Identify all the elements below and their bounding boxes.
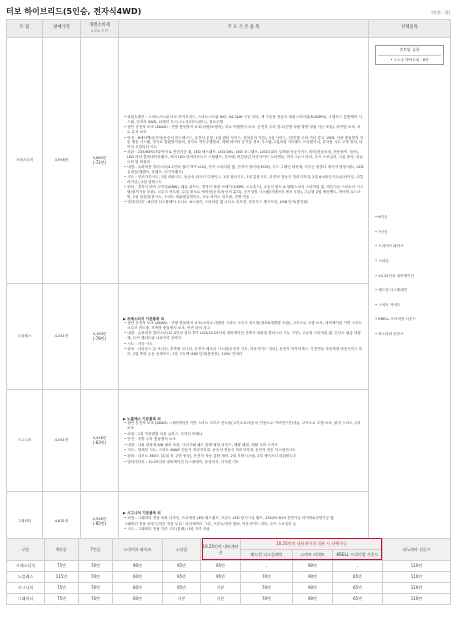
option-col-header: 파노라마 선루프: [383, 539, 451, 561]
feature-item: 그래비티 전용 외장 디자인 적용 부위 : 라디에이터 그릴, 프론트/리어 범퍼, 아웃사이드 미러, 루프 스포일러 등: [124, 521, 297, 526]
discount-diff: (-83만): [92, 439, 107, 445]
discount-diff: (-72만): [92, 159, 107, 165]
feature-item: • 내장 : 나피 내장재 A/B 필러 포함, 크러시패 패드 블랙 퀼팅 라인드, 메탈 페달, 메탈 도어 스커프: [124, 442, 278, 447]
common-option-value: • 스노우 바이트링 : 8만: [390, 57, 429, 62]
feature-item: • 편의 : 서라운드 뷰 모니터, 후측방 모니터, 운전석 메모리 시스템(운전석 시트, 아웃사이드 미러), 운전석 이지억세스, 후진연동 자동하향 아웃사이드 미러, 2열 측면 수동 선셰이드, 1열 시트백 USB 단자(충전용), 220V 인버터: [124, 347, 363, 356]
option-row: [7, 583, 451, 594]
discount-value: 4,546만: [92, 516, 107, 521]
option-price-cell: 95만: [201, 572, 241, 583]
discount-diff: (-78만): [92, 335, 107, 341]
feature-item: ▶ 프레스티지 기본품목 외: [123, 316, 165, 321]
trim-price: 3,956만: [43, 38, 81, 284]
option-price-cell: 70만: [241, 583, 293, 594]
option-col-header: 10.25인치 내비게이션: [201, 539, 241, 561]
option-price-cell: 90만: [113, 561, 163, 572]
option-item: • 스타일: [375, 258, 389, 263]
feature-item: • 외장 : 1열 이중접합 차음 글라스, 사각인 안테나: [124, 431, 203, 436]
option-price-cell: 75만: [45, 594, 79, 605]
feature-item: • 안전 : 후방 주차 충돌방지 보조: [124, 437, 176, 442]
discount-diff: (-85만): [92, 520, 107, 526]
option-item: • 스마트 커넥트: [375, 302, 401, 307]
feature-item: • 안전 : 6에어백(운전석/동승석 어드밴스드, 운전석 무릎, 1열 센터 사이드, 전복감지 커튼), 1열 사이드, 전/후방 주차 거리 경고, VSM, 다중 충돌방지 자동 제동 시스템, 경사로 밀림방지장치, 경사로 저속주행장치, 개폐 타이어 공기압 경보 시스템, 1열/2열 시트벨트 프리텐셔너, 유아용 시트 고정 장치, 타이어 모빌리티 키트: [124, 135, 364, 149]
option-price-cell: 70만: [79, 572, 113, 583]
option-price-cell: 110만: [383, 583, 451, 594]
discount-value: 3,884만: [92, 155, 107, 160]
option-price-cell: 110만: [383, 572, 451, 583]
option-col-header: 드라이브 와이즈: [113, 539, 163, 561]
option-list: [373, 215, 446, 336]
feature-item: • 멀티미디어 : 8인치 디스플레이 오디오, 6스피커, 스티어링 휠 오디오 리모컨, 블루투스 핸즈프리, USB 단자(충전용): [124, 200, 309, 205]
option-price-cell: 기본: [201, 583, 241, 594]
option-price-cell: 90만: [293, 572, 333, 583]
trim-name: 시그니처: [7, 390, 43, 492]
option-price-cell: -: [241, 561, 293, 572]
option-col-header: 6인승: [45, 539, 79, 561]
disc-header: [81, 20, 119, 38]
option-price-cell: 60만: [113, 583, 163, 594]
trim-discount-price: [81, 38, 119, 284]
feature-item: • 내장 : 슈퍼비전 클러스터(4.2인치 컬러 TFT LCD), 가죽 스티어링 휠, 전자식 룸미러(ECM), 우드 그레인 내장재, 다기능 컵홀더 세가지 방향 매트, LED 실내등(맵램프, 룸램프, 러기지램프): [124, 165, 364, 174]
feature-item: • 시트 : 릴렉션 시트, 스마트 4WAY 전동식 허리지지대, 동승석 전동식 허리지지대, 운전석 전동 익스텐션시트: [124, 448, 296, 453]
option-price-cell: 70만: [79, 561, 113, 572]
option-row-trim: 시그니처: [7, 583, 45, 594]
option-item: • 6인승: [375, 215, 388, 220]
option-price-cell: 90만: [293, 561, 333, 572]
feature-item: • 편의 : 전자식 변속 다이얼(SBW), 패들 쉬프트, 전자식 파킹 브레이크(EPB, 오토홀드), 수동식 틸트 & 텔레스코픽 스티어링 휠, 버튼시동 스마트키 시스템(원격시동 포함), 크루즈 컨트롤, 듀얼 풀오토 에어컨(공조/동승석 분리), 공기청정 시스템(미세먼지 센서 포함), 고급형 2열 에어벤트, 바이비 무드조명, 1열 열선/통풍시트, 스마트 파워테일게이트, 오토 라이트 컨트롤, 전방 자동 ...: [124, 185, 364, 199]
options-header: 선택품목: [369, 20, 451, 38]
option-price-cell: 65만: [333, 572, 383, 583]
feature-item: • 첨단 운전자 보조 (ADAS) : 전방 충돌방지 보조(차량/보행자), 차로 이탈방지 보조, 운전자 주의 경고(전방 차량 출발 알림 기능 포함), 하이빔 보조, 차로 유지 보조: [124, 125, 361, 134]
option-price-cell: 110만: [383, 561, 451, 572]
option-row-trim: 그래비티: [7, 594, 45, 605]
price-table: [6, 19, 451, 552]
feature-item: • 파워트레인 : 스마트스트림 터보 하이브리드, 스마트스트림 6AT, 44.2kW 구동 모터, 책 구동용 전동식 파워스티어링(R-MDPS), 주행모드 통합제어 시스템, 전자식 4WD, 터레인 모드(스노우/머드/샌드), 험로주행: [124, 115, 362, 124]
option-price-cell: 70만: [79, 594, 113, 605]
trim-features: [119, 38, 369, 284]
option-price-cell: 95만: [163, 561, 201, 572]
option-sub-header: 헤드업 디스플레이: [241, 550, 293, 561]
feature-item: • 외장 : 그래비티 전용 외장 디자인, 프로젝션 LED 헤드램프, 프론트 LED 턴시그널 램프, 235/55 R19 전면가공 타이어&전면가공 휠: [124, 515, 334, 520]
option-row-trim: 프레스티지: [7, 561, 45, 572]
feature-item: • 시트 : 인조가죽시트, 1열 파워시트, 동승석 워크인 디바이스, 1열 열선시트, 1열 통풍시트, 운전석 전동식 허리지지대, 2열 6:4폴딩시트(슬라이딩, 리클라이닝), 2열 암레스트: [124, 175, 364, 184]
feature-item: ▶ 시그니처 기본품목 외: [123, 511, 161, 516]
trim-features: [119, 284, 369, 390]
discount-value: 4,163만: [92, 331, 107, 336]
trim-price: 4,541만: [43, 390, 81, 492]
trim-header: 트 림: [7, 20, 43, 38]
common-option-box: [375, 45, 444, 65]
option-price-cell: 기본: [163, 594, 201, 605]
feature-item: • 편의 : 리모트 360도 뷰(내 차 주변 영상), 운전자 자동 통합 제어, 2열 조명시스템, 2열 세이프티 파워윈도우: [124, 453, 297, 458]
option-price-cell: 95만: [201, 561, 241, 572]
option-col-header: 7인승: [79, 539, 113, 561]
feature-item: • 첨단 운전자 보조 (ADAS) : 내비게이션 기반 스마트 크루즈 컨트롤(고속도로/자동차 전용도로 커브연구간(자)), 고속도로 주행 보조, 원격 스마트 주차 보조: [124, 421, 361, 431]
option-price-cell: 95만: [163, 572, 201, 583]
trim-name: 그래비티: [7, 492, 43, 552]
option-col-header: 구분: [7, 539, 45, 561]
trim-discount-price: [81, 390, 119, 492]
option-price-cell: 65만: [333, 583, 383, 594]
feature-item: ▶ 노블레스 기본품목 외: [123, 416, 161, 421]
option-group-header: 10.25인치 내비게이션 적용 시 선택가능: [241, 539, 383, 550]
option-item: • 10.25인치 내비게이션: [375, 273, 414, 278]
option-row: [7, 572, 451, 583]
feature-item: • 내장 : 슈퍼비전 클러스터(12.3인치 컬러 TFT LCD/10.25인치 내비게이션 선택시 파워형 클러스터 기능 구현), 고급형 스티어링 휠, 인서트 필름 내장재, 도어 센터트림 나파가죽 감싸기: [124, 331, 361, 340]
option-row: [7, 561, 451, 572]
unit-label: (단위 : 원): [431, 10, 450, 15]
option-price-cell: 60만: [113, 572, 163, 583]
option-price-cell: 60만: [113, 594, 163, 605]
option-price-cell: 75만: [45, 561, 79, 572]
trim-features: [119, 390, 369, 492]
option-item: • 헤드업 디스플레이: [375, 288, 408, 293]
option-price-cell: -: [333, 561, 383, 572]
option-price-cell: 70만: [241, 594, 293, 605]
options-cell: [369, 38, 451, 552]
option-item: • KRELL 프리미엄 사운드: [375, 317, 416, 322]
option-price-cell: 110만: [383, 594, 451, 605]
common-option-title: 전토핑 공통: [378, 48, 441, 56]
option-row-trim: 노블레스: [7, 572, 45, 583]
feature-item: • 멀티미디어 : 10.25인치 내비게이션 디스플레이, 음성인식, 디지털 키2: [124, 459, 239, 464]
feature-item: • 첨단 운전자 보조 (ADAS) : 전방 충돌방지 보조(교차로 대향차 스마트 크루즈 컨트롤(정차&재출발 포함), 고속도로 주행 보조, 내비게이션 기반 스마트 크루즈 컨트롤, 후측방 충돌방지 보조, 안전 하차 경고: [124, 321, 362, 330]
option-item: • 드라이브 와이즈: [375, 244, 404, 249]
highlight-box: [202, 538, 382, 560]
option-price-cell: 기본: [201, 594, 241, 605]
discount-value: 4,458만: [92, 435, 107, 440]
option-price-cell: 115만: [45, 572, 79, 583]
option-sub-header: 스마트 커넥트: [293, 550, 333, 561]
option-sub-header: KRELL 프리미엄 사운드: [333, 550, 383, 561]
disc-title: 개별소비세: [89, 22, 110, 28]
price-header: 판매가격: [43, 20, 81, 38]
feature-item: • 시트 : 가죽 시트: [124, 341, 153, 346]
feature-item: • 시트 : 그래비티 전용 가죽 시트(블랙) 나파 가죽 적용: [124, 527, 210, 532]
page-title: 터보 하이브리드(5인승, 전자식4WD): [6, 7, 142, 16]
option-price-cell: 65만: [333, 594, 383, 605]
trim-name: 노블레스: [7, 284, 43, 390]
option-item: • 파노라마 선루프: [375, 331, 404, 336]
trim-name: 프레스티지: [7, 38, 43, 284]
feature-item: • 외관 : 235/65R17타이어 & 전면가공 휠, LED 헤드램프, LED DRL, LED 포그램프, LED리피터 일체형 아웃사이드 미러(전동조절, 전동접이, 열선), LED 리어 콤비네이션램프, 리어 LED 하이마운트드 스탑램프, 루프랙, 버튼타입 아웃사이드 도어핸들, 하이그로시 미러, 루프 스포일러, 크롬 몰딩, 싱글 트윈 팁 머플러: [124, 150, 363, 164]
option-price-cell: 95만: [163, 583, 201, 594]
option-price-cell: 70만: [79, 583, 113, 594]
trim-price: 4,631만: [43, 492, 81, 552]
option-price-cell: 75만: [45, 583, 79, 594]
option-price-cell: 90만: [293, 594, 333, 605]
option-price-cell: 90만: [293, 583, 333, 594]
option-col-header: 스타일: [163, 539, 201, 561]
option-row: [7, 594, 451, 605]
option-item: • 7인승: [375, 229, 388, 234]
trim-row: [7, 38, 451, 284]
features-header: 주 요 기 본 품 목: [119, 20, 369, 38]
disc-sub: 3.5% 가격: [90, 28, 109, 33]
trim-discount-price: [81, 284, 119, 390]
option-price-cell: 70만: [241, 572, 293, 583]
trim-price: 4,241만: [43, 284, 81, 390]
